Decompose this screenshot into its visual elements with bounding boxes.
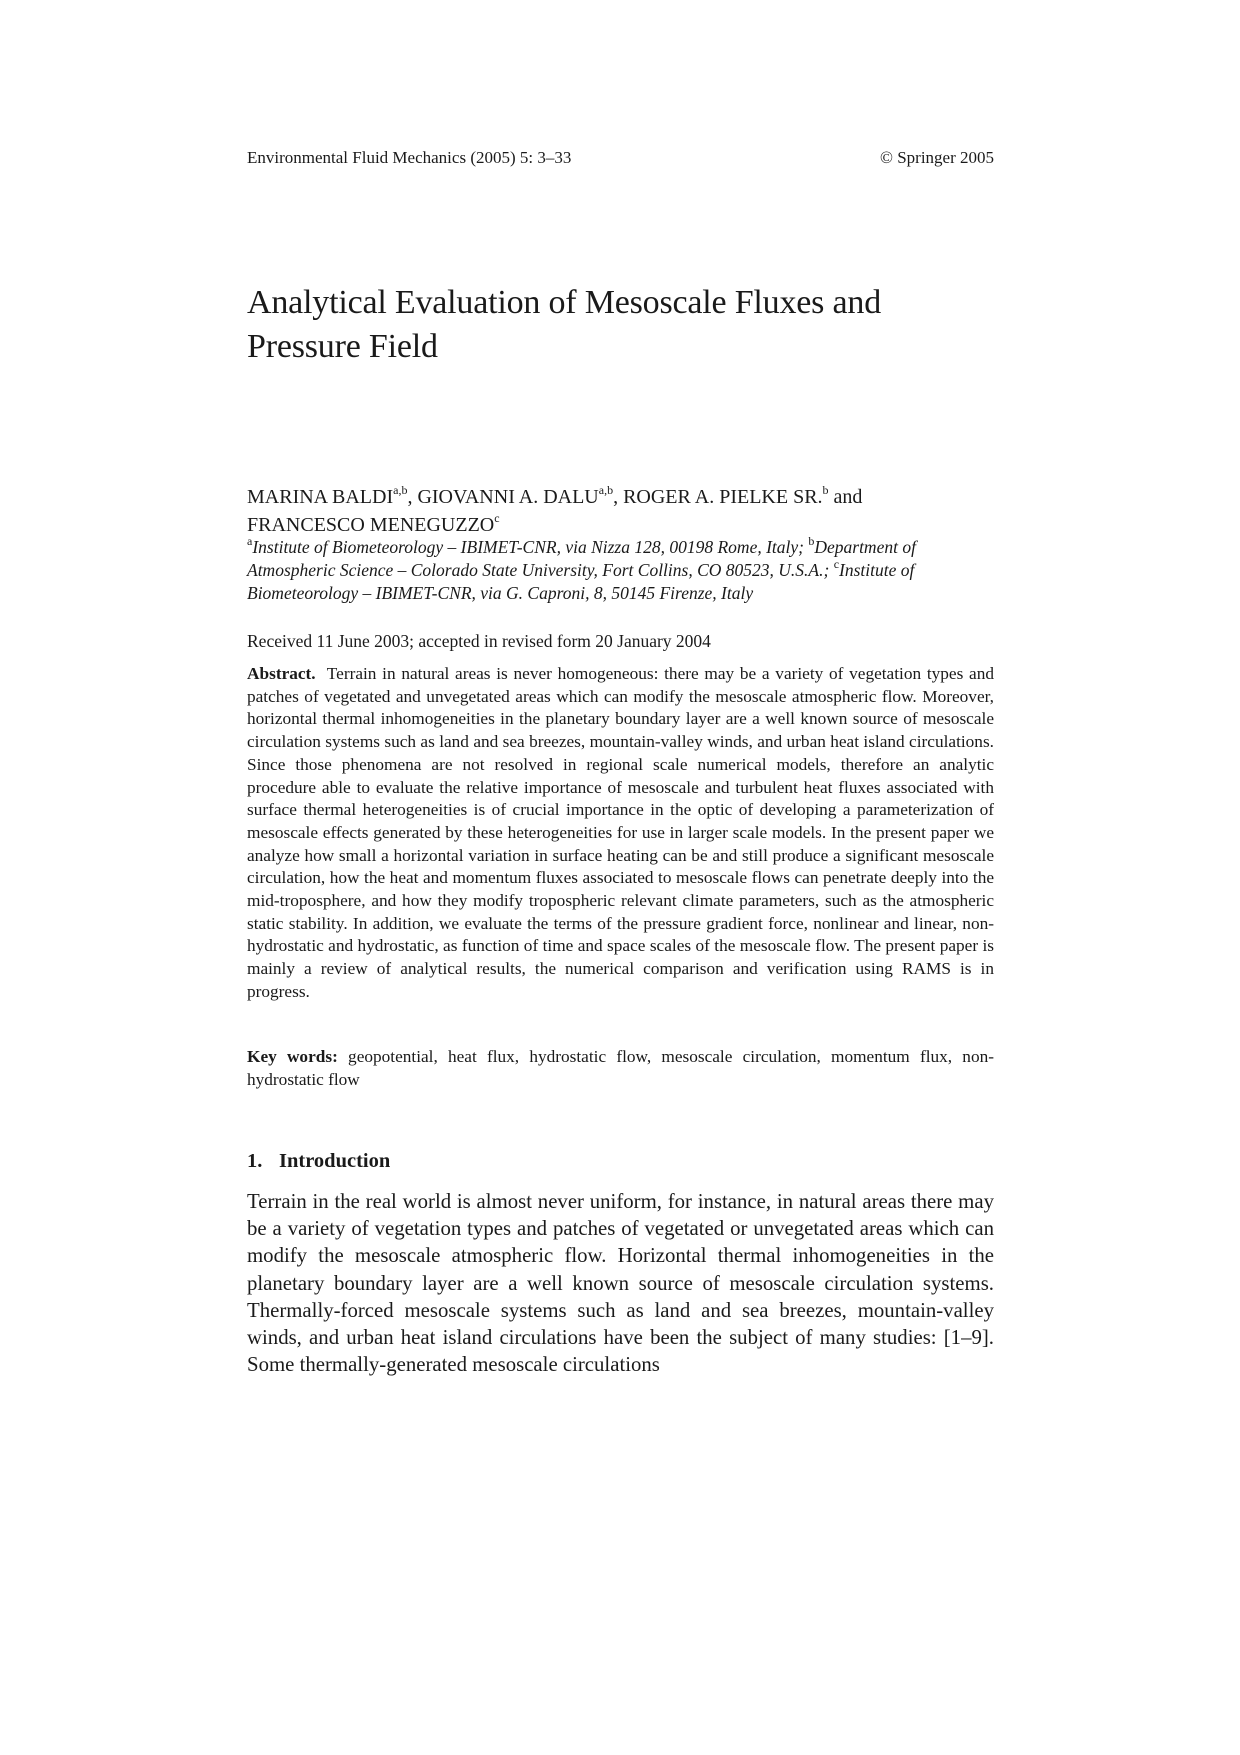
affiliation-text: Department of Atmospheric Science – Colorado State University, Fort Collins, CO 80523, U.S.A.; [247,537,916,580]
author-name: FRANCESCO MENEGUZZO [247,514,495,536]
journal-citation: Environmental Fluid Mechanics (2005) 5: 3–33 [247,148,572,167]
paper-title [247,281,994,369]
author-separator: and [828,486,863,508]
affiliation-text: Institute of Biometeorology – IBIMET-CNR, via Nizza 128, 00198 Rome, Italy; [252,537,809,557]
author-affiliation-mark: a,b [393,483,408,498]
received-dates: Received 11 June 2003; accepted in revised form 20 January 2004 [247,631,711,651]
keywords-label: Key words: [247,1047,338,1066]
affiliation-mark: c [833,557,840,572]
section-number: 1. [247,1150,263,1172]
author-name: GIOVANNI A. DALU [417,486,599,508]
keywords [247,1045,994,1091]
section-title: Introduction [279,1150,391,1172]
affiliation-text: Institute of Biometeorology – IBIMET-CNR, via G. Caproni, 8, 50145 Firenze, Italy [247,560,915,603]
affiliations [247,536,994,605]
author-name: MARINA BALDI [247,486,394,508]
author-separator: , [613,486,624,508]
author-affiliation-mark: c [494,511,500,526]
author-affiliation-mark: a,b [598,483,614,498]
author-list [247,483,994,539]
abstract-text: Terrain in natural areas is never homogeneous: there may be a variety of vegetation types and patches of vegetated and unvegetated areas which can modify the mesoscale atmospheric flow. Moreover, horizontal thermal inhomogeneities in the planetary boundary layer are a well known source of mesoscale circulation systems such as land and sea breezes, mountain-valley winds, and urban heat island circulations. Since those phenomena are not resolved in regional scale numerical models, therefore an analytic procedure able to evaluate the relative importance of mesoscale and turbulent heat fluxes associated with surface thermal heterogeneities is of crucial importance in the optic of developing a parameterization of mesoscale effects generated by these heterogeneities for use in larger scale models. In the present paper we analyze how small a horizontal variation in surface heating can be and still produce a significant mesoscale circulation, how the heat and momentum fluxes associated to mesoscale flows can penetrate deeply into the mid-troposphere, and how they modify tropospheric relevant climate parameters, such as the atmospheric static stability. In addition, we evaluate the terms of the pressure gradient force, nonlinear and linear, non-hydrostatic and hydrostatic, as function of time and space scales of the mesoscale flow. The present paper is mainly a review of analytical results, the numerical comparison and verification using RAMS is in progress. [247,664,994,1001]
author-affiliation-mark: b [822,483,829,498]
paper-title-line-2: Pressure Field [247,328,438,365]
abstract [247,663,994,1004]
affiliation-mark: a [247,534,253,549]
paper-title-line-1: Analytical Evaluation of Mesoscale Fluxes and [247,284,881,321]
section-heading-introduction [247,1148,994,1174]
author-separator: , [407,486,418,508]
keywords-text: geopotential, heat flux, hydrostatic flow, mesoscale circulation, momentum flux, non-hydrostatic flow [247,1047,994,1089]
author-name: ROGER A. PIELKE SR. [623,486,823,508]
abstract-label: Abstract. [247,664,316,683]
copyright-notice: © Springer 2005 [880,148,994,167]
affiliation-mark: b [808,534,815,549]
running-head [247,147,994,169]
introduction-paragraph: Terrain in the real world is almost never uniform, for instance, in natural areas there may be a variety of vegetation types and patches of vegetated or unvegetated areas which can modify the mesoscale atmospheric flow. Horizontal thermal inhomogeneities in the planetary boundary layer are a well known source of mesoscale circulation systems. Thermally-forced mesoscale systems such as land and sea breezes, mountain-valley winds, and urban heat island circulations have been the subject of many studies: [1–9]. Some thermally-generated mesoscale circulations [247,1190,994,1377]
